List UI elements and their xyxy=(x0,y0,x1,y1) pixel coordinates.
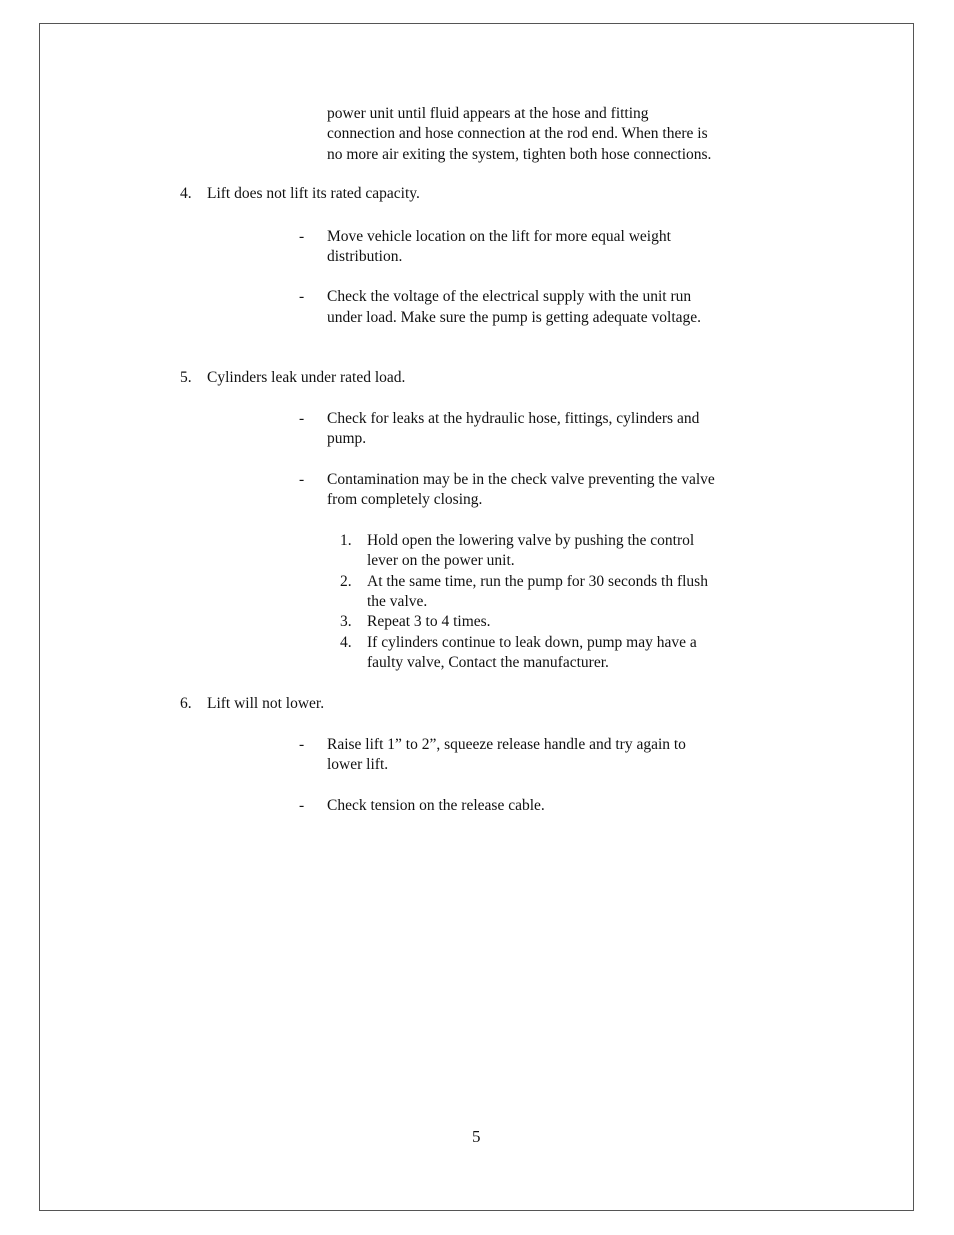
step-2-line-1: At the same time, run the pump for 30 seconds th flush xyxy=(367,573,708,590)
item-5-number: 5. xyxy=(180,369,192,386)
item-5-title: Cylinders leak under rated load. xyxy=(207,369,406,386)
item-6-number: 6. xyxy=(180,695,192,712)
step-4-line-2: faulty valve, Contact the manufacturer. xyxy=(367,654,609,671)
step-1-line-2: lever on the power unit. xyxy=(367,552,515,569)
step-4-number: 4. xyxy=(340,634,352,651)
bullet-dash: - xyxy=(299,736,305,753)
item-4-number: 4. xyxy=(180,185,192,202)
step-1-number: 1. xyxy=(340,532,352,549)
step-2-line-2: the valve. xyxy=(367,593,428,610)
step-3-line-1: Repeat 3 to 4 times. xyxy=(367,613,491,630)
page-number: 5 xyxy=(472,1127,481,1146)
bullet-dash: - xyxy=(299,288,305,305)
item-4-bullet-2-line-2: under load. Make sure the pump is getting adequate voltage. xyxy=(327,309,702,326)
step-2-number: 2. xyxy=(340,573,352,590)
item-4-bullet-1-line-2: distribution. xyxy=(327,248,403,265)
step-1-line-1: Hold open the lowering valve by pushing the control xyxy=(367,532,695,549)
item-4-title: Lift does not lift its rated capacity. xyxy=(207,185,420,202)
item-4-bullet-2-line-1: Check the voltage of the electrical supply with the unit run xyxy=(327,288,692,305)
bullet-dash: - xyxy=(299,471,305,488)
intro-line-2: connection and hose connection at the rod end. When there is xyxy=(327,125,708,142)
item-5-bullet-1-line-1: Check for leaks at the hydraulic hose, fittings, cylinders and xyxy=(327,410,700,427)
item-6-title: Lift will not lower. xyxy=(207,695,325,712)
step-3-number: 3. xyxy=(340,613,352,630)
bullet-dash: - xyxy=(299,410,305,427)
item-6-bullet-2-line-1: Check tension on the release cable. xyxy=(327,797,545,814)
bullet-dash: - xyxy=(299,228,305,245)
item-5-bullet-1-line-2: pump. xyxy=(327,430,367,447)
item-5-bullet-2-line-1: Contamination may be in the check valve preventing the valve xyxy=(327,471,715,488)
item-6-bullet-1-line-2: lower lift. xyxy=(327,756,389,773)
bullet-dash: - xyxy=(299,797,305,814)
item-6-bullet-1-line-1: Raise lift 1” to 2”, squeeze release handle and try again to xyxy=(327,736,686,753)
intro-line-1: power unit until fluid appears at the hose and fitting xyxy=(327,105,649,122)
intro-line-3: no more air exiting the system, tighten both hose connections. xyxy=(327,146,712,163)
step-4-line-1: If cylinders continue to leak down, pump may have a xyxy=(367,634,697,651)
item-4-bullet-1-line-1: Move vehicle location on the lift for more equal weight xyxy=(327,228,671,245)
item-5-bullet-2-line-2: from completely closing. xyxy=(327,491,483,508)
